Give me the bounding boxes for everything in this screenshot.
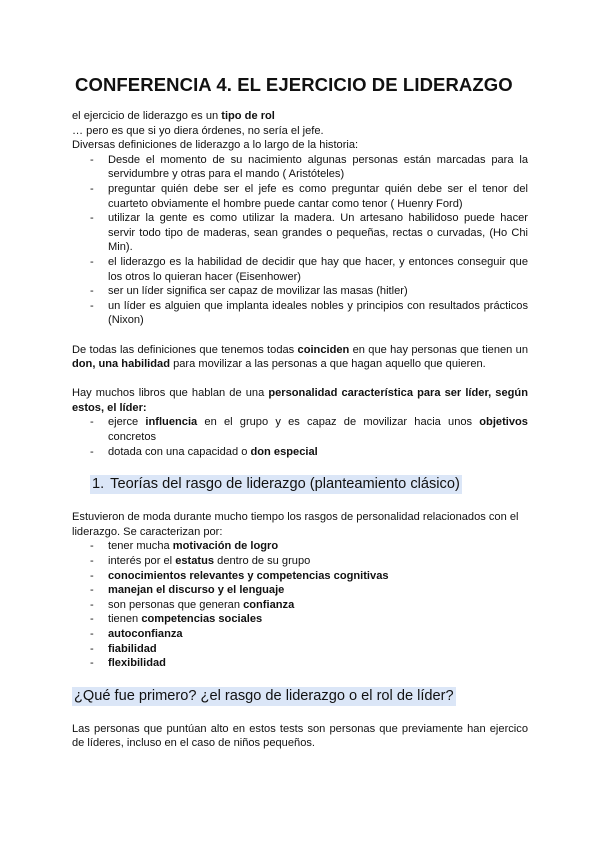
- paragraph-definitions-summary: [72, 343, 528, 372]
- text-run: concretos: [108, 431, 157, 444]
- definitions-list: [72, 153, 528, 328]
- text-run: Hay muchos libros que hablan de una: [72, 387, 269, 400]
- list-item: - ser un líder significa ser capaz de movilizar las masas (hitler): [72, 284, 528, 299]
- bold-run: conocimientos relevantes y competencias cognitivas: [108, 569, 389, 582]
- list-item: [72, 656, 528, 671]
- list-item: [72, 569, 528, 584]
- list-item: - Desde el momento de su nacimiento algunas personas están marcadas para la servidumbre y otras para el mando ( Aristóteles): [72, 153, 528, 182]
- list-item: [72, 612, 528, 627]
- text-run: tener mucha: [108, 540, 173, 553]
- bold-run: confianza: [243, 598, 295, 611]
- list-item: [72, 554, 528, 569]
- page-title: CONFERENCIA 4. EL EJERCICIO DE LIDERAZGO: [75, 74, 513, 95]
- text-run: dentro de su grupo: [214, 555, 311, 568]
- document-body: [72, 109, 528, 751]
- text-run: son personas que generan: [108, 598, 244, 611]
- bold-run: don especial: [250, 445, 318, 458]
- list-item: [72, 539, 528, 554]
- section-heading-highlight: ¿Qué fue primero? ¿el rasgo de liderazgo o el rol de líder?: [74, 687, 454, 704]
- bold-run: motivación de logro: [172, 540, 279, 553]
- text-run: en el grupo y es capaz de movilizar hacia unos: [197, 416, 480, 429]
- bold-run: autoconfianza: [108, 628, 183, 640]
- list-item: [72, 583, 528, 598]
- list-item: - un líder es alguien que implanta ideales nobles y principios con resultados prácticos (Nixon): [72, 299, 528, 328]
- text-run: ejerce: [108, 416, 146, 429]
- text-run: interés por el: [108, 555, 176, 568]
- section-2-text: Las personas que puntúan alto en estos tests son personas que previamente han ejercico de líderes, incluso en el caso de niños pequeños.: [72, 722, 528, 750]
- paragraph-personality: [72, 386, 528, 415]
- list-item: - preguntar quién debe ser el jefe es como preguntar quién debe ser el tenor del cuarteto obviamente el hombre puede cantar como tenor ( Huenry Ford): [72, 182, 528, 211]
- text-run: en que hay personas que tienen un: [349, 343, 528, 356]
- list-item: [72, 415, 528, 444]
- text-run: dotada con una capacidad o: [108, 445, 251, 458]
- bold-run: coinciden: [297, 343, 350, 356]
- bold-run: estatus: [175, 555, 215, 568]
- bold-run: manejan el discurso y el lenguaje: [108, 584, 285, 597]
- list-item: [72, 627, 528, 642]
- section-heading-highlight: [90, 475, 462, 494]
- list-item: - utilizar la gente es como utilizar la madera. Un artesano habilidoso puede hacer servir todo tipo de maderas, sean grandes o pequeñas, rectas o curvadas, (Ho Chi Min).: [72, 211, 528, 255]
- text-run: tienen: [108, 613, 142, 626]
- bold-run: competencias sociales: [141, 613, 263, 626]
- intro-line-1: [72, 109, 528, 124]
- list-item: [72, 642, 528, 657]
- section-1-heading: [90, 475, 528, 494]
- bold-run: flexibilidad: [108, 657, 166, 670]
- leader-list: [72, 415, 528, 459]
- traits-list: [72, 539, 528, 670]
- list-item: [72, 598, 528, 613]
- list-item: [72, 445, 528, 460]
- section-number: 1.: [92, 476, 105, 493]
- bold-run: fiabilidad: [108, 642, 157, 655]
- bold-run: don, una habilidad: [72, 358, 170, 371]
- section-1-intro: Estuvieron de moda durante mucho tiempo los rasgos de personalidad relacionados con el liderazgo. Se caracterizan por:: [72, 511, 519, 538]
- list-item: - el liderazgo es la habilidad de decidir que hay que hacer, y entonces conseguir que los otros lo quieran hacer (Eisenhower): [72, 255, 528, 284]
- text-run: para movilizar a las personas a que hagan aquello que quieren.: [170, 358, 486, 371]
- intro-line-2: … pero es que si yo diera órdenes, no sería el jefe.: [72, 124, 324, 137]
- bold-run: personalidad característica para ser líder, según estos, el líder:: [72, 387, 528, 414]
- intro-text: el ejercicio de liderazgo es un: [72, 110, 222, 122]
- bold-run: influencia: [145, 416, 198, 429]
- intro-bold: tipo de rol: [221, 110, 275, 122]
- intro-line-3: Diversas definiciones de liderazgo a lo largo de la historia:: [72, 139, 359, 152]
- section-2-heading: [72, 687, 528, 706]
- text-run: De todas las definiciones que tenemos todas: [72, 343, 298, 356]
- bold-run: objetivos: [479, 416, 528, 429]
- section-title: Teorías del rasgo de liderazgo (planteamiento clásico): [110, 476, 460, 493]
